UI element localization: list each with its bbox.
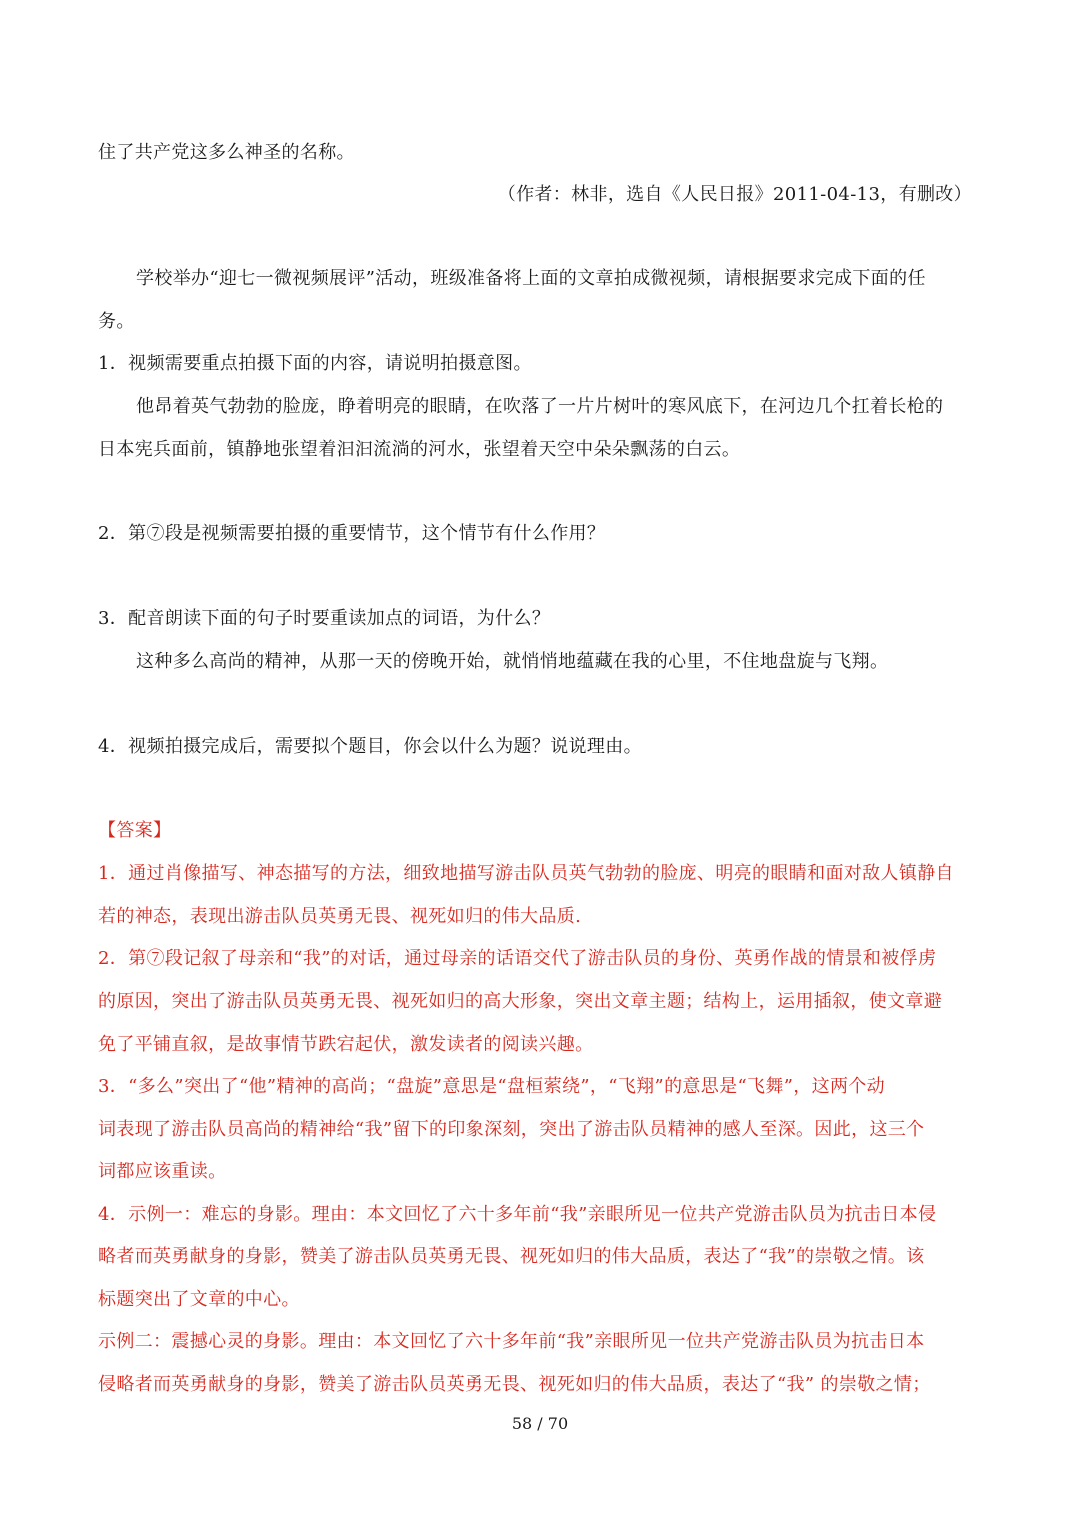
answer-4-continued: 略者而英勇献身的身影，赞美了游击队员英勇无畏、视死如归的伟大品质，表达了“我”的崇敬之情。该 (98, 1246, 925, 1267)
question-3-quote: 这种多么高尚的精神，从那一天的傍晚开始，就悄悄地蕴藏在我的心里，不住地盘旋与飞翔。 (136, 651, 889, 672)
answer-2-continued: 的原因，突出了游击队员英勇无畏、视死如归的高大形象，突出文章主题；结构上，运用插叙，使文章避 (98, 991, 943, 1012)
question-4: 4．视频拍摄完成后，需要拟个题目，你会以什么为题？说说理由。 (98, 736, 642, 757)
question-3: 3．配音朗读下面的句子时要重读加点的词语，为什么？ (98, 608, 551, 629)
answer-1-continued: 若的神态，表现出游击队员英勇无畏、视死如归的伟大品质. (98, 906, 582, 927)
passage-last-line: 住了共产党这多么神圣的名称。 (98, 142, 355, 163)
answer-4-example-2: 示例二：震撼心灵的身影。理由：本文回忆了六十多年前“我”亲眼所见一位共产党游击队员为抗击日本 (98, 1331, 925, 1352)
question-2: 2．第⑦段是视频需要拍摄的重要情节，这个情节有什么作用？ (98, 523, 606, 544)
task-intro-continued: 务。 (98, 311, 135, 332)
answer-3: 3．“多么”突出了“他”精神的高尚；“盘旋”意思是“盘桓萦绕”，“飞翔”的意思是“飞舞”，这两个动 (98, 1076, 886, 1097)
question-1: 1．视频需要重点拍摄下面的内容，请说明拍摄意图。 (98, 353, 532, 374)
answer-3-end: 词都应该重读。 (98, 1161, 227, 1182)
passage-source: （作者：林非，选自《人民日报》2011-04-13，有删改） (497, 184, 972, 205)
answer-3-continued: 词表现了游击队员高尚的精神给“我”留下的印象深刻，突出了游击队员精神的感人至深。因此，这三个 (98, 1119, 925, 1140)
task-intro: 学校举办“迎七一微视频展评”活动，班级准备将上面的文章拍成微视频，请根据要求完成下面的任 (136, 268, 926, 289)
answer-2-end: 免了平铺直叙，是故事情节跌宕起伏，激发读者的阅读兴趣。 (98, 1034, 594, 1055)
question-1-quote: 他昂着英气勃勃的脸庞，睁着明亮的眼睛，在吹落了一片片树叶的寒风底下，在河边几个扛着长枪的 (136, 396, 944, 417)
page-number: 58 / 70 (511, 1414, 569, 1433)
answer-heading: 【答案】 (98, 820, 172, 841)
question-1-quote-continued: 日本宪兵面前，镇静地张望着汩汩流淌的河水，张望着天空中朵朵飘荡的白云。 (98, 439, 741, 460)
answer-4-end: 标题突出了文章的中心。 (98, 1289, 300, 1310)
answer-4-example-2-continued: 侵略者而英勇献身的身影，赞美了游击队员英勇无畏、视死如归的伟大品质，表达了“我” 的崇敬之情； (98, 1374, 931, 1395)
answer-2: 2．第⑦段记叙了母亲和“我”的对话，通过母亲的话语交代了游击队员的身份、英勇作战的情景和被俘虏 (98, 948, 937, 969)
answer-1: 1．通过肖像描写、神态描写的方法，细致地描写游击队员英气勃勃的脸庞、明亮的眼睛和面对敌人镇静自 (98, 863, 954, 884)
answer-4: 4．示例一：难忘的身影。理由：本文回忆了六十多年前“我”亲眼所见一位共产党游击队员为抗击日本侵 (98, 1204, 937, 1225)
